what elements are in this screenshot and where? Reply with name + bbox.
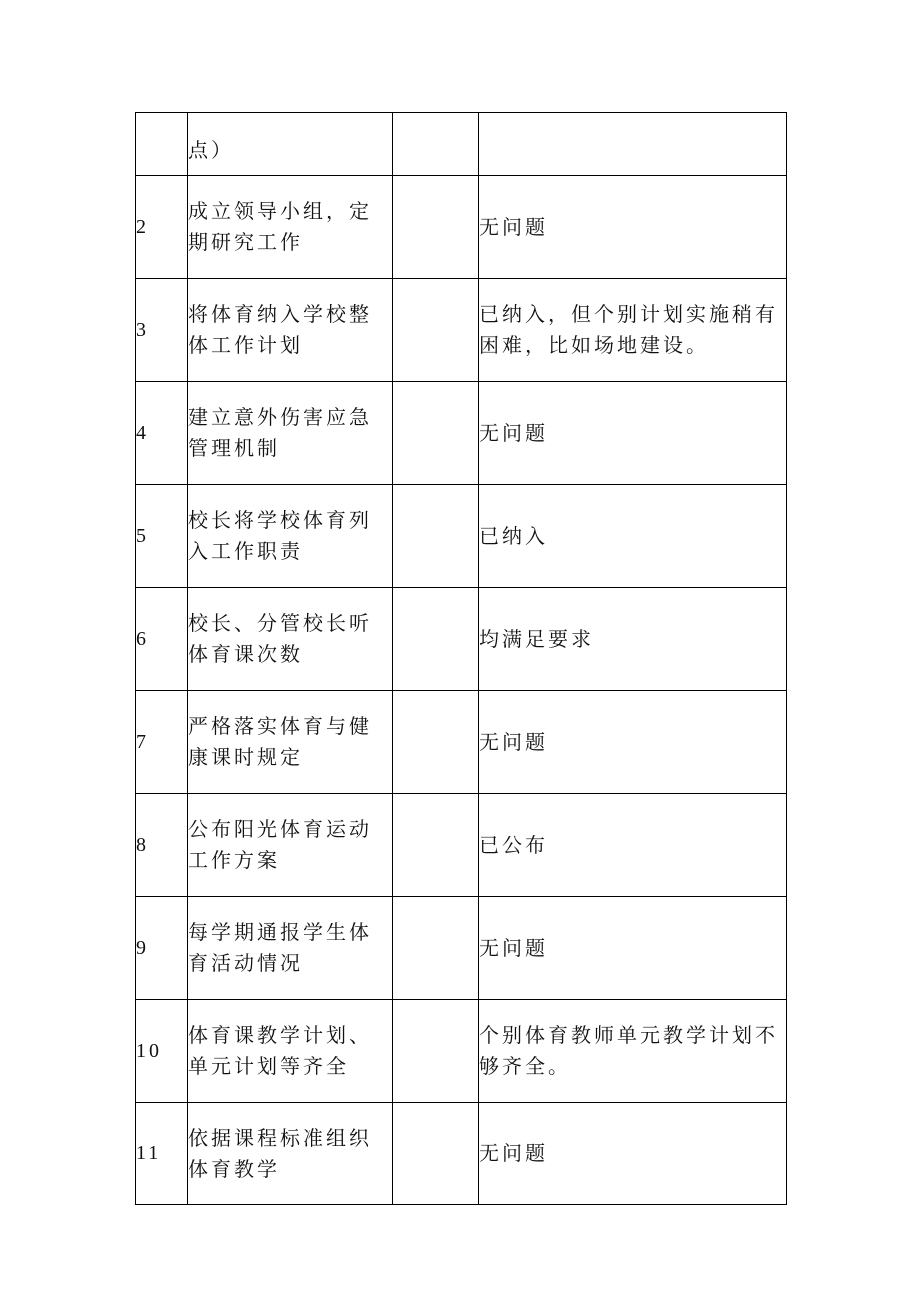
table-row (136, 382, 787, 485)
table-row (136, 113, 787, 176)
row-note: 无问题 (479, 1103, 787, 1205)
row-item: 将体育纳入学校整体工作计划 (188, 279, 393, 382)
row-blank-cell (393, 176, 479, 279)
row-item: 体育课教学计划、单元计划等齐全 (188, 1000, 393, 1103)
row-item: 成立领导小组，定期研究工作 (188, 176, 393, 279)
row-note (479, 113, 787, 176)
row-item: 依据课程标准组织体育教学 (188, 1103, 393, 1205)
row-note: 无问题 (479, 691, 787, 794)
table-row (136, 794, 787, 897)
row-number: 3 (136, 279, 188, 382)
row-note: 已公布 (479, 794, 787, 897)
row-item: 校长、分管校长听体育课次数 (188, 588, 393, 691)
row-number: 6 (136, 588, 188, 691)
row-item: 严格落实体育与健康课时规定 (188, 691, 393, 794)
row-number: 10 (136, 1000, 188, 1103)
row-blank-cell (393, 897, 479, 1000)
row-number: 11 (136, 1103, 188, 1205)
table-row (136, 279, 787, 382)
row-number: 5 (136, 485, 188, 588)
row-blank-cell (393, 1000, 479, 1103)
row-note: 个别体育教师单元教学计划不够齐全。 (479, 1000, 787, 1103)
table-row (136, 1103, 787, 1205)
row-note: 无问题 (479, 176, 787, 279)
row-item: 点） (188, 113, 393, 176)
row-number (136, 113, 188, 176)
row-blank-cell (393, 588, 479, 691)
row-blank-cell (393, 279, 479, 382)
table-row (136, 1000, 787, 1103)
row-blank-cell (393, 691, 479, 794)
inspection-table (135, 112, 787, 1205)
row-note: 无问题 (479, 897, 787, 1000)
table-row (136, 485, 787, 588)
row-blank-cell (393, 382, 479, 485)
row-item: 建立意外伤害应急管理机制 (188, 382, 393, 485)
row-number: 8 (136, 794, 188, 897)
row-number: 2 (136, 176, 188, 279)
row-note: 已纳入，但个别计划实施稍有困难，比如场地建设。 (479, 279, 787, 382)
row-note: 已纳入 (479, 485, 787, 588)
row-note: 无问题 (479, 382, 787, 485)
row-blank-cell (393, 794, 479, 897)
row-blank-cell (393, 113, 479, 176)
row-item: 校长将学校体育列入工作职责 (188, 485, 393, 588)
row-number: 9 (136, 897, 188, 1000)
row-item: 公布阳光体育运动工作方案 (188, 794, 393, 897)
row-blank-cell (393, 1103, 479, 1205)
table-row (136, 897, 787, 1000)
row-number: 4 (136, 382, 188, 485)
row-note: 均满足要求 (479, 588, 787, 691)
row-item: 每学期通报学生体育活动情况 (188, 897, 393, 1000)
table-row (136, 588, 787, 691)
table-row (136, 691, 787, 794)
table-row (136, 176, 787, 279)
row-number: 7 (136, 691, 188, 794)
row-blank-cell (393, 485, 479, 588)
